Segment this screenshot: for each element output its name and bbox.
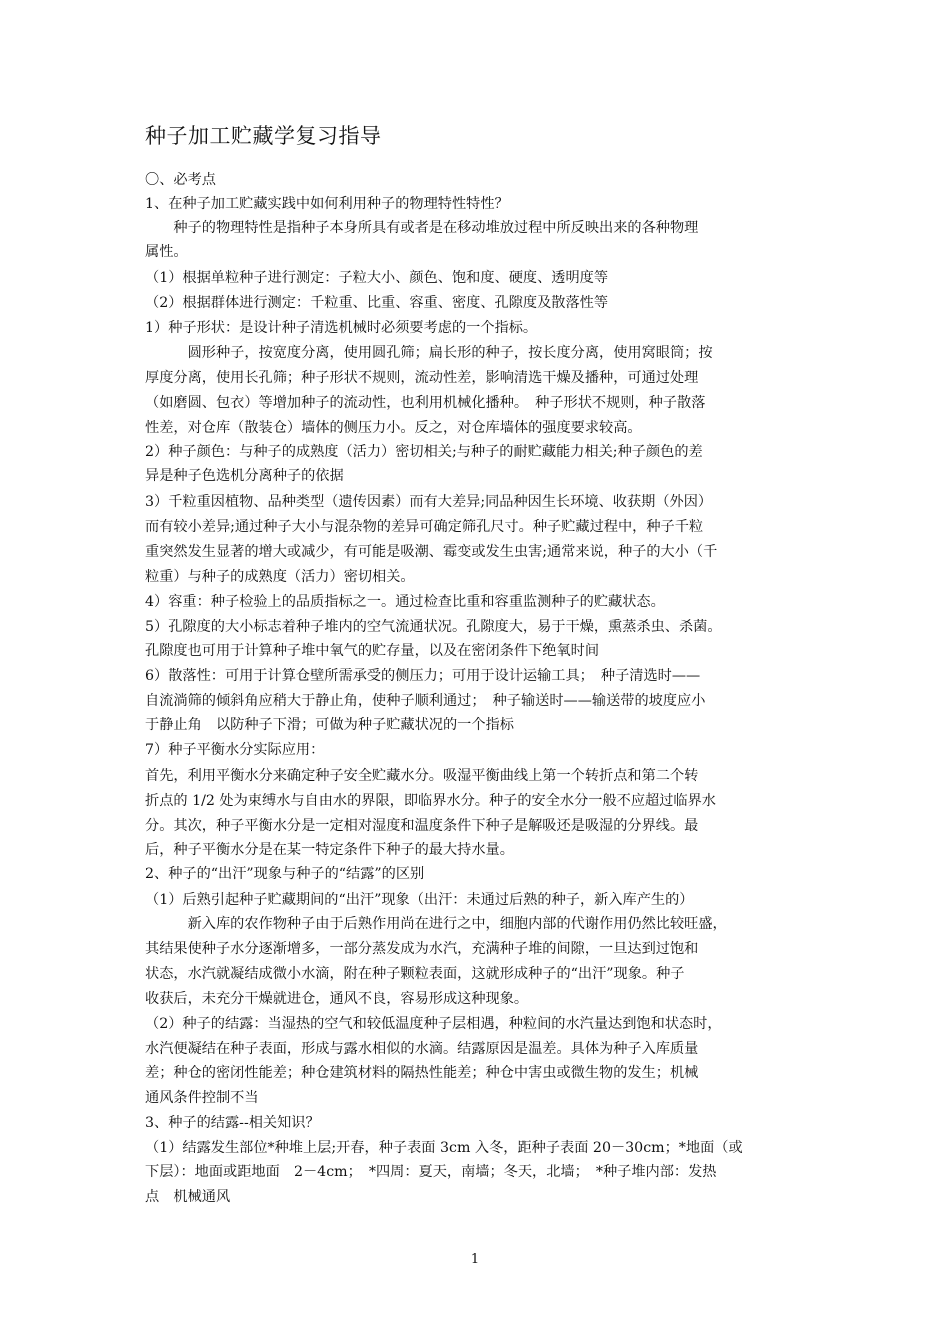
text-line: 折点的 1/2 处为束缚水与自由水的界限，即临界水分。种子的安全水分一般不应超过临界水 [145,793,716,809]
text-line: 于静止角 以防种子下滑；可做为种子贮藏状况的一个指标 [145,717,514,733]
text-line: 3）千粒重因植物、品种类型（遗传因素）而有大差异;同品种因生长环境、收获期（外因） [145,494,713,510]
text-line: 1、在种子加工贮藏实践中如何利用种子的物理特性特性？ [145,196,509,212]
text-line: 而有较小差异;通过种子大小与混杂物的差异可确定筛孔尺寸。种子贮藏过程中，种子千粒 [145,519,704,535]
text-line: 3、种子的结露--相关知识？ [145,1115,320,1131]
text-line: （2）种子的结露：当湿热的空气和较低温度种子层相遇，种粒间的水汽量达到饱和状态时， [145,1016,722,1032]
text-line: （1）后熟引起种子贮藏期间的“出汗”现象（出汗：未通过后熟的种子，新入库产生的） [145,892,694,908]
text-line: 自流淌筛的倾斜角应稍大于静止角，使种子顺利通过； 种子输送时——输送带的坡度应小 [145,693,706,709]
text-line: 状态，水汽就凝结成微小水滴，附在种子颗粒表面，这就形成种子的“出汗”现象。种子 [145,966,685,982]
page-number: 1 [470,1252,480,1267]
text-line: 新入库的农作物种子由于后熟作用尚在进行之中，细胞内部的代谢作用仍然比较旺盛， [145,916,727,932]
text-line: （1）结露发生部位*种堆上层;开春，种子表面 3cm 入冬，距种子表面 20－30cm；*地面（或 [145,1140,743,1156]
page-title: 种子加工贮藏学复习指导 [145,124,382,148]
text-line: 点 机械通风 [145,1189,231,1205]
text-line: 通风条件控制不当 [145,1090,259,1106]
text-line: 〇、必考点 [145,172,216,188]
text-line: 异是种子色选机分离种子的依据 [145,468,344,484]
text-line: （如磨圆、包衣）等增加种子的流动性，也利用机械化播种。 种子形状不规则，种子散落 [145,395,706,411]
text-line: 下层）：地面或距地面 2－4cm； *四周：夏天，南墙；冬天，北墙； *种子堆内部：发热 [145,1164,717,1180]
text-line: （1）根据单粒种子进行测定：子粒大小、颜色、饱和度、硬度、透明度等 [145,270,609,286]
text-line: 首先，利用平衡水分来确定种子安全贮藏水分。吸湿平衡曲线上第一个转折点和第二个转 [145,768,699,784]
text-line: 水汽便凝结在种子表面，形成与露水相似的水滴。结露原因是温差。具体为种子入库质量 [145,1041,699,1057]
text-line: 2、种子的“出汗”现象与种子的“结露”的区别 [145,866,425,882]
text-line: （2）根据群体进行测定：千粒重、比重、容重、密度、孔隙度及散落性等 [145,295,609,311]
text-line: 性差，对仓库（散装仓）墙体的侧压力小。反之，对仓库墙体的强度要求较高。 [145,420,642,436]
text-line: 圆形种子，按宽度分离，使用圆孔筛；扁长形的种子，按长度分离，使用窝眼筒；按 [145,345,713,361]
text-line: 7）种子平衡水分实际应用： [145,742,325,758]
text-line: 厚度分离，使用长孔筛；种子形状不规则，流动性差，影响清选干燥及播种，可通过处理 [145,370,699,386]
text-line: 分。其次，种子平衡水分是一定相对湿度和温度条件下种子是解吸还是吸湿的分界线。最 [145,818,699,834]
text-line: 差；种仓的密闭性能差；种仓建筑材料的隔热性能差；种仓中害虫或微生物的发生；机械 [145,1065,699,1081]
text-line: 粒重）与种子的成熟度（活力）密切相关。 [145,569,415,585]
text-line: 属性。 [145,244,188,260]
text-line: 其结果使种子水分逐渐增多，一部分蒸发成为水汽，充满种子堆的间隙，一旦达到过饱和 [145,941,699,957]
text-line: 2）种子颜色：与种子的成熟度（活力）密切相关;与种子的耐贮藏能力相关;种子颜色的差 [145,444,703,460]
text-line: 收获后，未充分干燥就进仓，通风不良，容易形成这种现象。 [145,991,529,1007]
text-line: 后，种子平衡水分是在某一特定条件下种子的最大持水量。 [145,842,514,858]
text-line: 重突然发生显著的增大或减少，有可能是吸潮、霉变或发生虫害;通常来说，种子的大小（千 [145,544,718,560]
text-line: 孔隙度也可用于计算种子堆中氧气的贮存量，以及在密闭条件下绝氧时间 [145,643,600,659]
text-line: 6）散落性：可用于计算仓壁所需承受的侧压力；可用于设计运输工具； 种子清选时—— [145,668,701,684]
text-line: 1）种子形状：是设计种子清选机械时必须要考虑的一个指标。 [145,320,538,336]
text-line: 种子的物理特性是指种子本身所具有或者是在移动堆放过程中所反映出来的各种物理 [145,220,699,236]
text-line: 5）孔隙度的大小标志着种子堆内的空气流通状况。孔隙度大，易于干燥，熏蒸杀虫、杀菌。 [145,619,722,635]
text-line: 4）容重：种子检验上的品质指标之一。通过检查比重和容重监测种子的贮藏状态。 [145,594,665,610]
